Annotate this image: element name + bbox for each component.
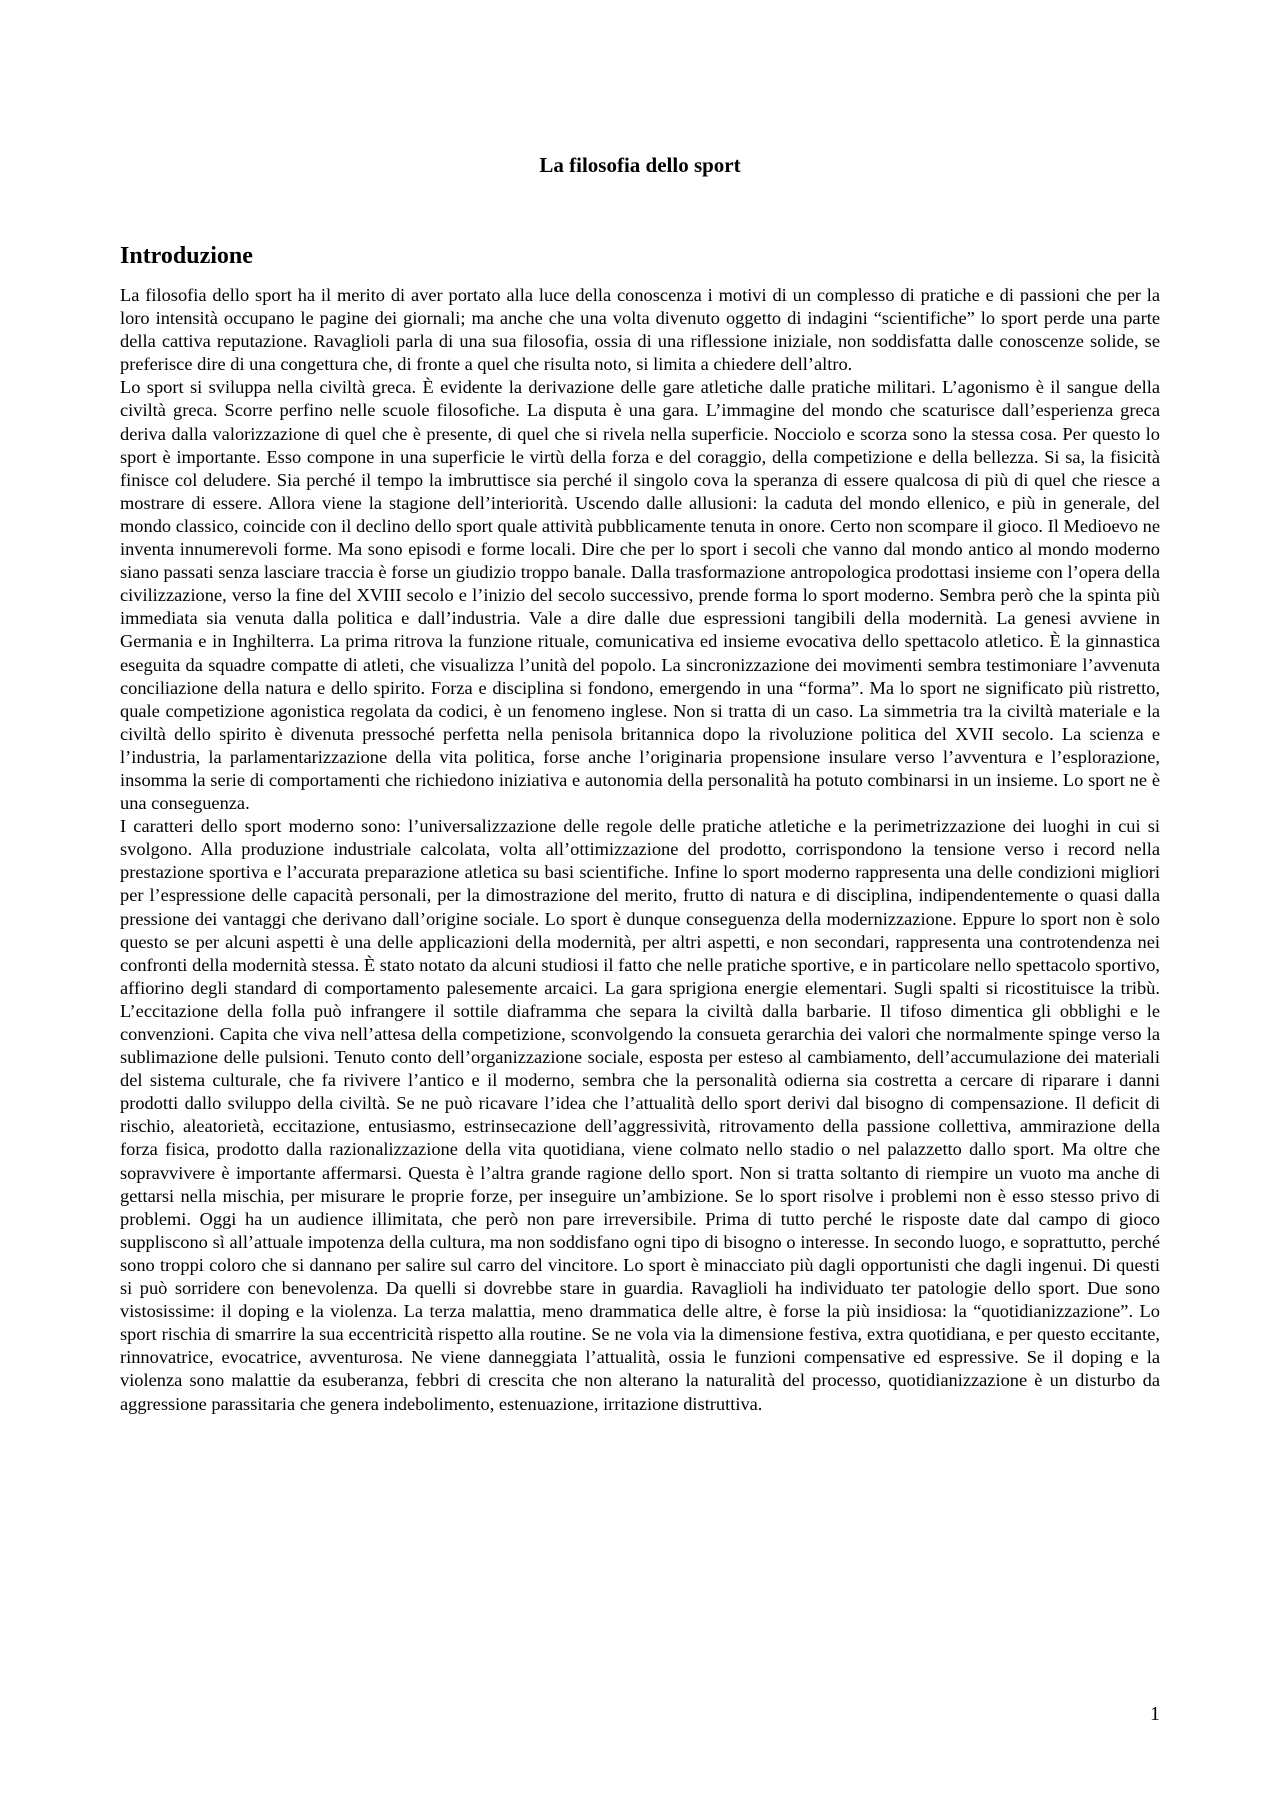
section-heading: Introduzione	[120, 243, 253, 269]
paragraph: I caratteri dello sport moderno sono: l’universalizzazione delle regole delle pratiche atletiche e la perimetrizzazione dei luoghi in cui si svolgono. Alla produzione industriale calcolata, volta all’ottimizzazione del prodotto, corrispondono la tensione verso i record nella prestazione sportiva e l’accurata preparazione atletica su basi scientifiche. Infine lo sport moderno rappresenta una delle condizioni migliori per l’espressione delle capacità personali, per la dimostrazione del merito, frutto di natura e di disciplina, indipendentemente o quasi dalla pressione dei vantaggi che derivano dall’origine sociale. Lo sport è dunque conseguenza della modernizzazione. Eppure lo sport non è solo questo se per alcuni aspetti è una delle applicazioni della modernità, per altri aspetti, e non secondari, rappresenta una controtendenza nei confronti della modernità stessa. È stato notato da alcuni studiosi il fatto che nelle pratiche sportive, e in particolare nello spettacolo sportivo, affiorino degli standard di comportamento palesemente arcaici. La gara sprigiona energie elementari. Sugli spalti si ricostituisce la tribù. L’eccitazione della folla può infrangere il sottile diaframma che separa la civiltà dalla barbarie. Il tifoso dimentica gli obblighi e le convenzioni. Capita che viva nell’attesa della competizione, sconvolgendo la consueta gerarchia dei valori che normalmente spinge verso la sublimazione delle pulsioni. Tenuto conto dell’organizzazione sociale, esposta per esteso al cambiamento, dell’accumulazione dei materiali del sistema culturale, che fa rivivere l’antico e il moderno, sembra che la personalità odierna sia costretta a cercare di riparare i danni prodotti dallo sviluppo della civiltà. Se ne può ricavare l’idea che l’attualità dello sport derivi dal bisogno di compensazione. Il deficit di rischio, aleatorietà, eccitazione, entusiasmo, estrinsecazione dell’aggressività, ritrovamento della passione collettiva, ammirazione della forza fisica, prodotto dalla razionalizzazione della vita quotidiana, viene colmato nello stadio o nel palazzetto dallo sport. Ma oltre che sopravvivere è importante affermarsi. Questa è l’altra grande ragione dello sport. Non si tratta soltanto di riempire un vuoto ma anche di gettarsi nella mischia, per misurare le proprie forze, per inseguire un’ambizione. Se lo sport risolve i problemi non è esso stesso privo di problemi. Oggi ha un audience illimitata, che però non pare irreversibile. Prima di tutto perché le risposte date dal campo di gioco suppliscono sì all’attuale impotenza della cultura, ma non soddisfano ogni tipo di bisogno o interesse. In secondo luogo, e soprattutto, perché sono troppi coloro che si dannano per salire sul carro del vincitore. Lo sport è minacciato più dagli opportunisti che dagli ingenui. Di questi si può sorridere con benevolenza. Da quelli si dovrebbe stare in guardia. Ravaglioli ha individuato ter patologie dello sport. Due sono vistosissime: il doping e la violenza. La terza malattia, meno drammatica delle altre, è forse la più insidiosa: la “quotidianizzazione”. Lo sport rischia di smarrire la sua eccentricità rispetto alla routine. Se ne vola via la dimensione festiva, extra quotidiana, e per questo eccitante, rinnovatrice, evocatrice, avventurosa. Ne viene danneggiata l’attualità, ossia le funzioni compensative ed espressive. Se il doping e la violenza sono malattie da esuberanza, febbri di crescita che non alterano la naturalità del processo, quotidianizzazione è un disturbo da aggressione parassitaria che genera indebolimento, estenuazione, irritazione distruttiva.	[120, 816, 1160, 1414]
page-number: 1	[1150, 1703, 1160, 1725]
body-text	[120, 284, 1160, 1416]
paragraph: Lo sport si sviluppa nella civiltà greca. È evidente la derivazione delle gare atletiche dalle pratiche militari. L’agonismo è il sangue della civiltà greca. Scorre perfino nelle scuole filosofiche. La disputa è una gara. L’immagine del mondo che scaturisce dall’esperienza greca deriva dalla valorizzazione di quel che è presente, di quel che si rivela nella superficie. Nocciolo e scorza sono la stessa cosa. Per questo lo sport è importante. Esso compone in una superficie le virtù della forza e del coraggio, della competizione e della bellezza. Si sa, la fisicità finisce col deludere. Sia perché il tempo la imbruttisce sia perché il singolo cova la speranza di essere qualcosa di più di quel che riesce a mostrare di essere. Allora viene la stagione dell’interiorità. Uscendo dalle allusioni: la caduta del mondo ellenico, e più in generale, del mondo classico, coincide con il declino dello sport quale attività pubblicamente tenuta in onore. Certo non scompare il gioco. Il Medioevo ne inventa innumerevoli forme. Ma sono episodi e forme locali. Dire che per lo sport i secoli che vanno dal mondo antico al mondo moderno siano passati senza lasciare traccia è forse un giudizio troppo banale. Dalla trasformazione antropologica prodottasi insieme con l’opera della civilizzazione, verso la fine del XVIII secolo e l’inizio del secolo successivo, prende forma lo sport moderno. Sembra però che la spinta più immediata sia venuta dalla politica e dall’industria. Vale a dire dalle due espressioni tangibili della modernità. La genesi avviene in Germania e in Inghilterra. La prima ritrova la funzione rituale, comunicativa ed insieme evocativa dello spettacolo atletico. È la ginnastica eseguita da squadre compatte di atleti, che visualizza l’unità del popolo. La sincronizzazione dei movimenti sembra testimoniare l’avvenuta conciliazione della natura e dello spirito. Forza e disciplina si fondono, emergendo in una “forma”. Ma lo sport ne significato più ristretto, quale competizione agonistica regolata da codici, è un fenomeno inglese. Non si tratta di un caso. La simmetria tra la civiltà materiale e la civiltà dello spirito è divenuta pressoché perfetta nella penisola britannica dopo la rivoluzione politica del XVII secolo. La scienza e l’industria, la parlamentarizzazione della vita politica, forse anche l’originaria propensione insulare verso l’avventura e l’esplorazione, insomma la serie di comportamenti che richiedono iniziativa e autonomia della personalità ha potuto combinarsi in un insieme. Lo sport ne è una conseguenza.	[120, 377, 1160, 814]
document-title: La filosofia dello sport	[539, 153, 741, 177]
paragraph: La filosofia dello sport ha il merito di aver portato alla luce della conoscenza i motivi di un complesso di pratiche e di passioni che per la loro intensità occupano le pagine dei giornali; ma anche che una volta divenuto oggetto di indagini “scientifiche” lo sport perde una parte della cattiva reputazione. Ravaglioli parla di una sua filosofia, ossia di una riflessione iniziale, non soddisfatta dalle conoscenze solide, se preferisce dire di una congettura che, di fronte a quel che risulta noto, si limita a chiedere dell’altro.	[120, 285, 1160, 375]
